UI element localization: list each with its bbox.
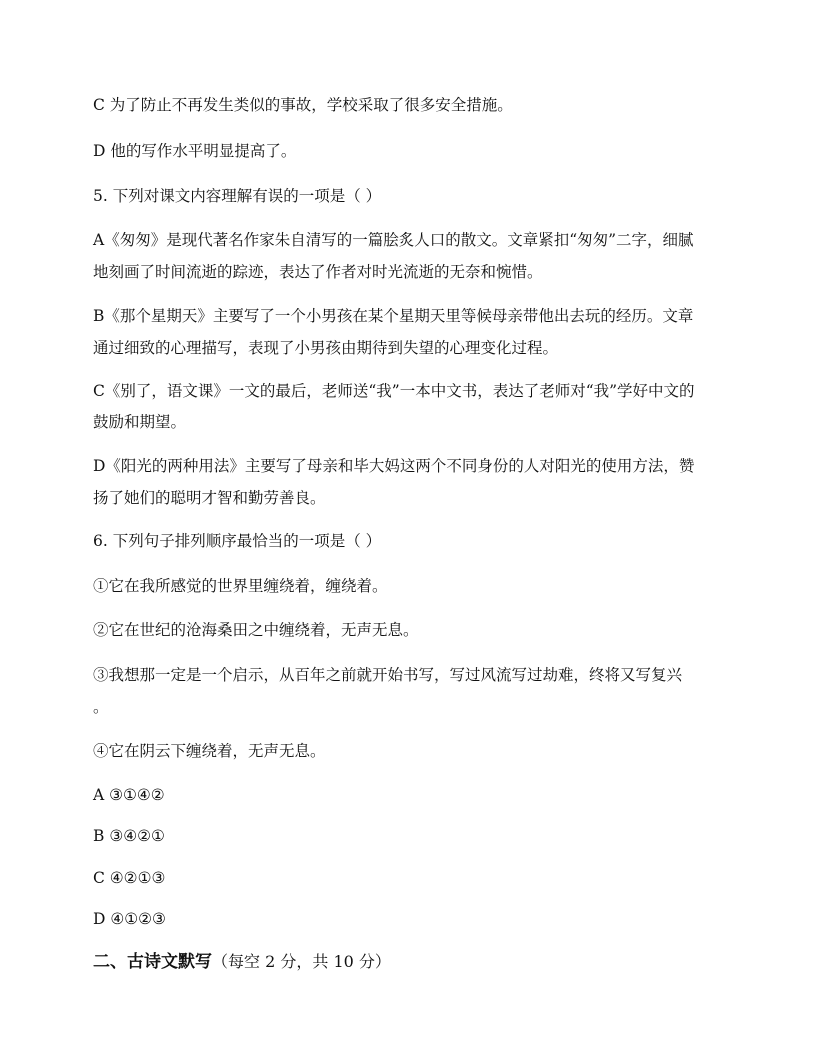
sentence-1: ①它在我所感觉的世界里缠绕着，缠绕着。 <box>93 577 388 595</box>
option-b-q5-line1: B《那个星期天》主要写了一个小男孩在某个星期天里等候母亲带他出去玩的经历。文章 <box>93 307 694 325</box>
option-d-q5-line1: D《阳光的两种用法》主要写了母亲和毕大妈这两个不同身份的人对阳光的使用方法，赞 <box>93 457 695 475</box>
question-5: 5. 下列对课文内容理解有误的一项是（ ） <box>93 187 382 205</box>
option-c-q5-line1: C《别了，语文课》一文的最后，老师送“我”一本中文书，表达了老师对“我”学好中文的 <box>93 382 695 400</box>
option-b-q6: B ③④②① <box>93 827 165 845</box>
option-d-q4: D 他的写作水平明显提高了。 <box>93 142 297 160</box>
section-note: （每空 2 分，共 10 分） <box>212 952 391 971</box>
section-title: 二、古诗文默写 <box>93 952 212 972</box>
option-a-q5-line1: A《匆匆》是现代著名作家朱自清写的一篇脍炙人口的散文。文章紧扣“匆匆”二字，细腻 <box>93 231 694 249</box>
sentence-3-line2: 。 <box>93 698 109 716</box>
option-c-q4: C 为了防止不再发生类似的事故，学校采取了很多安全措施。 <box>93 96 513 114</box>
option-d-q5-line2: 扬了她们的聪明才智和勤劳善良。 <box>93 489 326 507</box>
section-heading <box>93 952 391 972</box>
sentence-4: ④它在阴云下缠绕着，无声无息。 <box>93 742 326 760</box>
sentence-3-line1: ③我想那一定是一个启示，从百年之前就开始书写，写过风流写过劫难，终将又写复兴 <box>93 666 683 684</box>
option-d-q6: D ④①②③ <box>93 910 166 928</box>
question-6: 6. 下列句子排列顺序最恰当的一项是（ ） <box>93 532 382 550</box>
option-c-q6: C ④②①③ <box>93 869 166 887</box>
sentence-2: ②它在世纪的沧海桑田之中缠绕着，无声无息。 <box>93 621 419 639</box>
option-a-q6: A ③①④② <box>93 786 165 804</box>
option-c-q5-line2: 鼓励和期望。 <box>93 413 187 431</box>
option-a-q5-line2: 地刻画了时间流逝的踪迹，表达了作者对时光流逝的无奈和惋惜。 <box>93 263 543 281</box>
option-b-q5-line2: 通过细致的心理描写，表现了小男孩由期待到失望的心理变化过程。 <box>93 339 559 357</box>
